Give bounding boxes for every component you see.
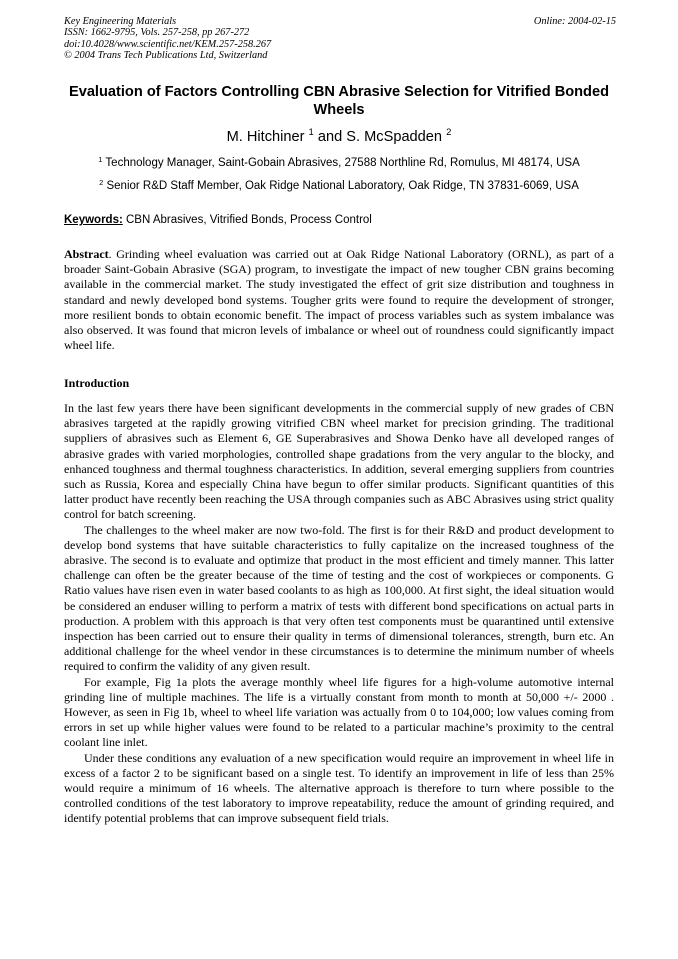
author-line bbox=[64, 128, 614, 146]
author-1: M. Hitchiner bbox=[226, 129, 305, 145]
online-date: Online: 2004-02-15 bbox=[533, 16, 616, 27]
keywords-label: Keywords: bbox=[64, 214, 123, 226]
journal-doi: doi:10.4028/www.scientific.net/KEM.257-258.267 bbox=[64, 38, 272, 50]
keywords bbox=[64, 213, 616, 227]
author-2-affiliation-mark: 2 bbox=[446, 127, 452, 138]
author-1-affiliation-mark: 1 bbox=[308, 127, 314, 138]
keywords-text: CBN Abrasives, Vitrified Bonds, Process Control bbox=[126, 214, 372, 226]
journal-header bbox=[64, 16, 616, 61]
introduction-paragraph-2: The challenges to the wheel maker are now two-fold. The first is for their R&D and product development to develop bond systems that have suitable characteristics to fully capitalize on the increased toughness of the abrasive. The second is to evaluate and optimize that product in the most efficient and timely manner. This latter challenge can often be the greater because of the time of testing and the cost of workpieces or components. G Ratio values have risen even in water based coolants to as high as 100,000. At first sight, the ideal situation would be considered an enduser willing to perform a matrix of tests with different bond specifications on actual parts in production. A problem with this approach is that very often test components must be quarantined until extensive inspection has been carried out to ensure their quality in terms of dimensional tolerances, strength, burn etc. An additional challenge for the wheel vendor in these circumstances is to determine the minimum number of wheels required to confirm the validity of any given result. bbox=[64, 522, 614, 674]
introduction-paragraph-3: For example, Fig 1a plots the average monthly wheel life figures for a high-volume automotive internal grinding line of multiple machines. The life is a virtually constant from month to month at 50,000 +/- 2000 . However, as seen in Fig 1b, wheel to wheel life variation was actually from 0 to 104,000; low values coming from errors in set up while higher values were found to be related to a particular machine’s proximity to the central coolant line inlet. bbox=[64, 674, 614, 750]
affiliation-2-text: Senior R&D Staff Member, Oak Ridge National Laboratory, Oak Ridge, TN 37831-6069, USA bbox=[106, 180, 579, 192]
introduction-body bbox=[64, 401, 614, 827]
affiliation-2-number: 2 bbox=[99, 178, 104, 187]
author-2: S. McSpadden bbox=[346, 129, 443, 145]
affiliation-1-number: 1 bbox=[98, 155, 103, 164]
abstract bbox=[64, 247, 614, 353]
journal-copyright: © 2004 Trans Tech Publications Ltd, Switzerland bbox=[64, 49, 268, 61]
journal-issn: ISSN: 1662-9795, Vols. 257-258, pp 267-272 bbox=[64, 27, 250, 39]
journal-name: Key Engineering Materials bbox=[64, 16, 177, 27]
author-joiner: and bbox=[317, 129, 343, 145]
introduction-paragraph-4: Under these conditions any evaluation of a new specification would require an improvement in wheel life in excess of a factor 2 to be significant based on a single test. To identify an improvement in life of less than 25% would require a minimum of 16 wheels. The alternative approach is therefore to turn where possible to the controlled conditions of the test laboratory to improve repeatability, reduce the amount of grinding required, and identify potential problems that can improve subsequent field trials. bbox=[64, 750, 614, 826]
affiliation-1-text: Technology Manager, Saint-Gobain Abrasives, 27588 Northline Rd, Romulus, MI 48174, USA bbox=[105, 157, 580, 169]
introduction-heading: Introduction bbox=[64, 376, 130, 390]
affiliation-1 bbox=[64, 156, 614, 170]
introduction-paragraph-1: In the last few years there have been significant developments in the commercial supply of new grades of CBN abrasives targeted at the rapidly growing vitrified CBN wheel market for precision grinding. The traditional suppliers of abrasives such as Element 6, GE Superabrasives and Showa Denko have all developed ranges of abrasive grades with varied morphologies, controlled shape gradations from the very angular to the blocky, and enhanced toughness and thermal toughness characteristics. In addition, several emerging suppliers from countries such as Russia, Korea and especially China have begun to offer similar products. Significant quantities of this latter product have recently been reaching the USA through companies such as ABC Abrasives using strict quality control for batch screening. bbox=[64, 401, 614, 522]
affiliation-2 bbox=[64, 179, 614, 193]
paper-title: Evaluation of Factors Controlling CBN Abrasive Selection for Vitrified Bonded Wheels bbox=[68, 84, 610, 118]
abstract-label: Abstract bbox=[64, 247, 109, 261]
abstract-text: . Grinding wheel evaluation was carried out at Oak Ridge National Laboratory (ORNL), as part of a broader Saint-Gobain Abrasive (SGA) program, to investigate the impact of new tougher CBN grains becoming available in the commercial market. The study investigated the effect of grit size distribution and toughness in standard and newly developed bond systems. Tougher grits were found to require the development of stronger, more resilient bonds to obtain economic benefit. The impact of process variables such as system imbalance was also observed. It was found that micron levels of imbalance or wheel out of roundness could significantly impact wheel life. bbox=[64, 247, 614, 353]
